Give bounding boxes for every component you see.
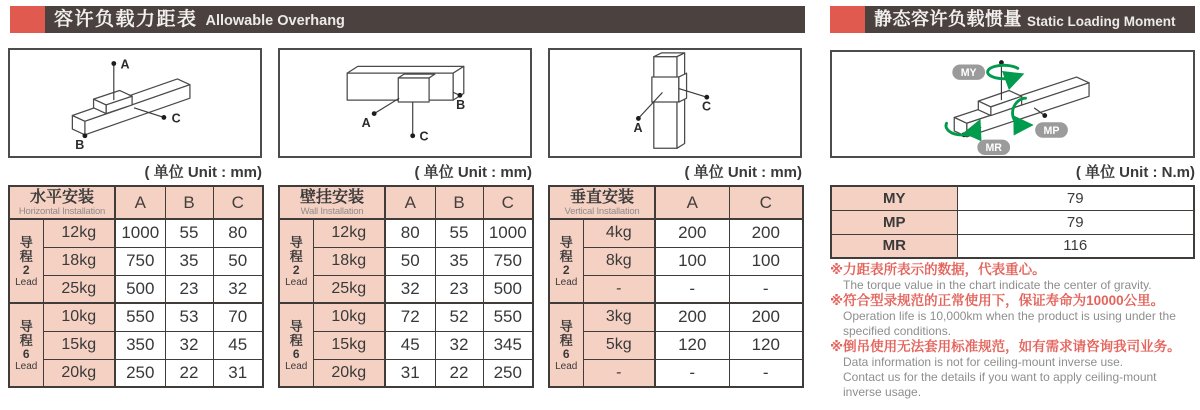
column-header-c: C	[483, 186, 533, 219]
value-cell: 1000	[115, 219, 165, 247]
value-cell: 500	[115, 275, 165, 303]
overhang-table-wall	[278, 185, 534, 388]
load-cell: 18kg	[43, 247, 115, 275]
load-cell: 12kg	[313, 219, 385, 247]
note-en: The torque value in the chart indicate the center of gravity.	[843, 278, 1152, 292]
section-header-static-loading-moment	[830, 6, 1195, 33]
value-cell: 350	[115, 331, 165, 359]
load-cell: -	[583, 275, 655, 303]
value-cell: 31	[385, 359, 435, 387]
wall-rail-diagram-icon	[280, 50, 530, 156]
moment-value-mp: 79	[957, 210, 1194, 234]
value-cell: 500	[483, 275, 533, 303]
lead-6-cell: 导程 6 Lead	[9, 303, 43, 387]
point-label-a: A	[633, 120, 643, 135]
load-cell: 10kg	[313, 303, 385, 331]
column-header-c: C	[729, 186, 803, 219]
value-cell: 23	[435, 275, 483, 303]
load-cell: 3kg	[583, 303, 655, 331]
point-label-a: A	[361, 116, 371, 131]
header-accent-square	[830, 6, 865, 33]
section-header-allowable-overhang	[10, 6, 805, 33]
value-cell: -	[655, 359, 729, 387]
badge-label-mr: MR	[985, 142, 1002, 155]
note-en: Contact us for the details if you want to apply ceiling-mount inverse usage.	[843, 370, 1157, 399]
footnotes	[830, 262, 1198, 400]
rail-drawing	[652, 53, 687, 148]
rail-drawing	[954, 77, 1089, 137]
point-label-b: B	[456, 97, 466, 112]
rail-drawing	[347, 66, 464, 102]
value-cell: 80	[213, 219, 263, 247]
value-cell: 32	[213, 275, 263, 303]
value-cell: -	[655, 275, 729, 303]
diagram-static-loading-moment	[830, 50, 1195, 158]
table-title-zh: 水平安装	[30, 188, 95, 206]
static-moment-table	[830, 185, 1195, 259]
value-cell: 250	[115, 359, 165, 387]
note-zh: ※倒吊使用无法套用标准规范，如有需求请咨询我司业务。	[830, 339, 1181, 354]
badge-label-my: MY	[960, 67, 977, 80]
point-label-c: C	[171, 111, 181, 126]
load-cell: 10kg	[43, 303, 115, 331]
lead-6-cell: 导程 6 Lead	[549, 303, 583, 387]
value-cell: -	[729, 275, 803, 303]
note-zh: ※力距表所表示的数据，代表重心。	[830, 262, 1046, 277]
section-title-en: Static Loading Moment	[1027, 13, 1176, 29]
column-header-a: A	[655, 186, 729, 219]
table-title-zh: 壁挂安装	[300, 188, 365, 206]
value-cell: 32	[435, 331, 483, 359]
table-title-zh: 垂直安装	[570, 188, 635, 206]
moment-value-my: 79	[957, 186, 1194, 210]
value-cell: 52	[435, 303, 483, 331]
lead-2-cell: 导程 2 Lead	[279, 219, 313, 303]
point-label-a: A	[120, 57, 130, 72]
table-title-cell	[9, 186, 115, 219]
value-cell: 35	[165, 247, 213, 275]
value-cell: 55	[435, 219, 483, 247]
note-en: Operation life is 10,000km when the product is using under the specified conditions.	[843, 309, 1176, 338]
load-cell: 15kg	[43, 331, 115, 359]
load-cell: 20kg	[313, 359, 385, 387]
load-cell: 20kg	[43, 359, 115, 387]
unit-label-mm: ( 单位 Unit : mm)	[684, 164, 802, 181]
moment-badge-mp	[1035, 122, 1068, 137]
header-accent-square	[10, 6, 45, 33]
lead-2-cell: 导程 2 Lead	[9, 219, 43, 303]
value-cell: 100	[655, 247, 729, 275]
value-cell: 200	[729, 219, 803, 247]
note-en: Data information is not for ceiling-mount inverse use.	[843, 355, 1124, 369]
column-header-b: B	[165, 186, 213, 219]
moment-value-mr: 116	[957, 234, 1194, 258]
value-cell: 345	[483, 331, 533, 359]
table-title-en: Vertical Installation	[564, 205, 640, 217]
value-cell: 1000	[483, 219, 533, 247]
value-cell: 200	[655, 303, 729, 331]
unit-label-mm: ( 单位 Unit : mm)	[414, 164, 532, 181]
value-cell: 70	[213, 303, 263, 331]
note-zh: ※符合型录规范的正常使用下，保证寿命为10000公里。	[830, 293, 1165, 308]
load-cell: 18kg	[313, 247, 385, 275]
table-title-en: Wall Installation	[300, 205, 364, 217]
lead-6-cell: 导程 6 Lead	[279, 303, 313, 387]
unit-label-nm: ( 单位 Unit : N.m)	[1075, 164, 1195, 181]
column-header-b: B	[435, 186, 483, 219]
column-header-a: A	[385, 186, 435, 219]
moment-label-mr: MR	[831, 234, 957, 258]
moment-badge-my	[952, 65, 985, 80]
vertical-rail-diagram-icon	[550, 50, 800, 156]
value-cell: 250	[483, 359, 533, 387]
load-cell: 15kg	[313, 331, 385, 359]
point-label-c: C	[419, 129, 429, 144]
value-cell: 80	[385, 219, 435, 247]
point-label-c: C	[701, 99, 712, 114]
column-header-a: A	[115, 186, 165, 219]
diagram-wall-installation	[278, 48, 532, 158]
section-title-en: Allowable Overhang	[205, 13, 345, 29]
moment-badge-mr	[977, 140, 1010, 155]
table-title-cell	[279, 186, 385, 219]
load-cell: -	[583, 359, 655, 387]
rail-drawing	[72, 79, 190, 135]
value-cell: 120	[729, 331, 803, 359]
value-cell: -	[729, 359, 803, 387]
value-cell: 23	[165, 275, 213, 303]
value-cell: 55	[165, 219, 213, 247]
value-cell: 50	[213, 247, 263, 275]
value-cell: 72	[385, 303, 435, 331]
moment-label-mp: MP	[831, 210, 957, 234]
moment-label-my: MY	[831, 186, 957, 210]
value-cell: 50	[385, 247, 435, 275]
moment-rail-diagram-icon	[832, 52, 1193, 156]
load-cell: 5kg	[583, 331, 655, 359]
overhang-table-vertical	[548, 185, 804, 388]
value-cell: 200	[655, 219, 729, 247]
unit-label-mm: ( 单位 Unit : mm)	[144, 164, 262, 181]
diagram-vertical-installation	[548, 48, 802, 158]
column-header-c: C	[213, 186, 263, 219]
value-cell: 32	[385, 275, 435, 303]
load-cell: 8kg	[583, 247, 655, 275]
table-title-en: Horizontal Installation	[18, 205, 106, 217]
table-title-cell	[549, 186, 655, 219]
value-cell: 750	[115, 247, 165, 275]
value-cell: 45	[213, 331, 263, 359]
value-cell: 35	[435, 247, 483, 275]
badge-label-mp: MP	[1043, 124, 1060, 137]
load-cell: 4kg	[583, 219, 655, 247]
value-cell: 200	[729, 303, 803, 331]
point-label-b: B	[75, 138, 85, 153]
value-cell: 22	[435, 359, 483, 387]
value-cell: 22	[165, 359, 213, 387]
value-cell: 120	[655, 331, 729, 359]
diagram-horizontal-installation	[8, 48, 262, 158]
load-cell: 25kg	[313, 275, 385, 303]
value-cell: 750	[483, 247, 533, 275]
value-cell: 31	[213, 359, 263, 387]
value-cell: 32	[165, 331, 213, 359]
value-cell: 550	[115, 303, 165, 331]
value-cell: 100	[729, 247, 803, 275]
section-title-zh: 容许负载力距表	[54, 9, 198, 30]
section-title-zh: 静态容许负载惯量	[874, 9, 1022, 29]
load-cell: 12kg	[43, 219, 115, 247]
load-cell: 25kg	[43, 275, 115, 303]
value-cell: 550	[483, 303, 533, 331]
lead-2-cell: 导程 2 Lead	[549, 219, 583, 303]
horizontal-rail-diagram-icon	[10, 50, 260, 156]
value-cell: 53	[165, 303, 213, 331]
value-cell: 45	[385, 331, 435, 359]
overhang-table-horizontal	[8, 185, 264, 388]
